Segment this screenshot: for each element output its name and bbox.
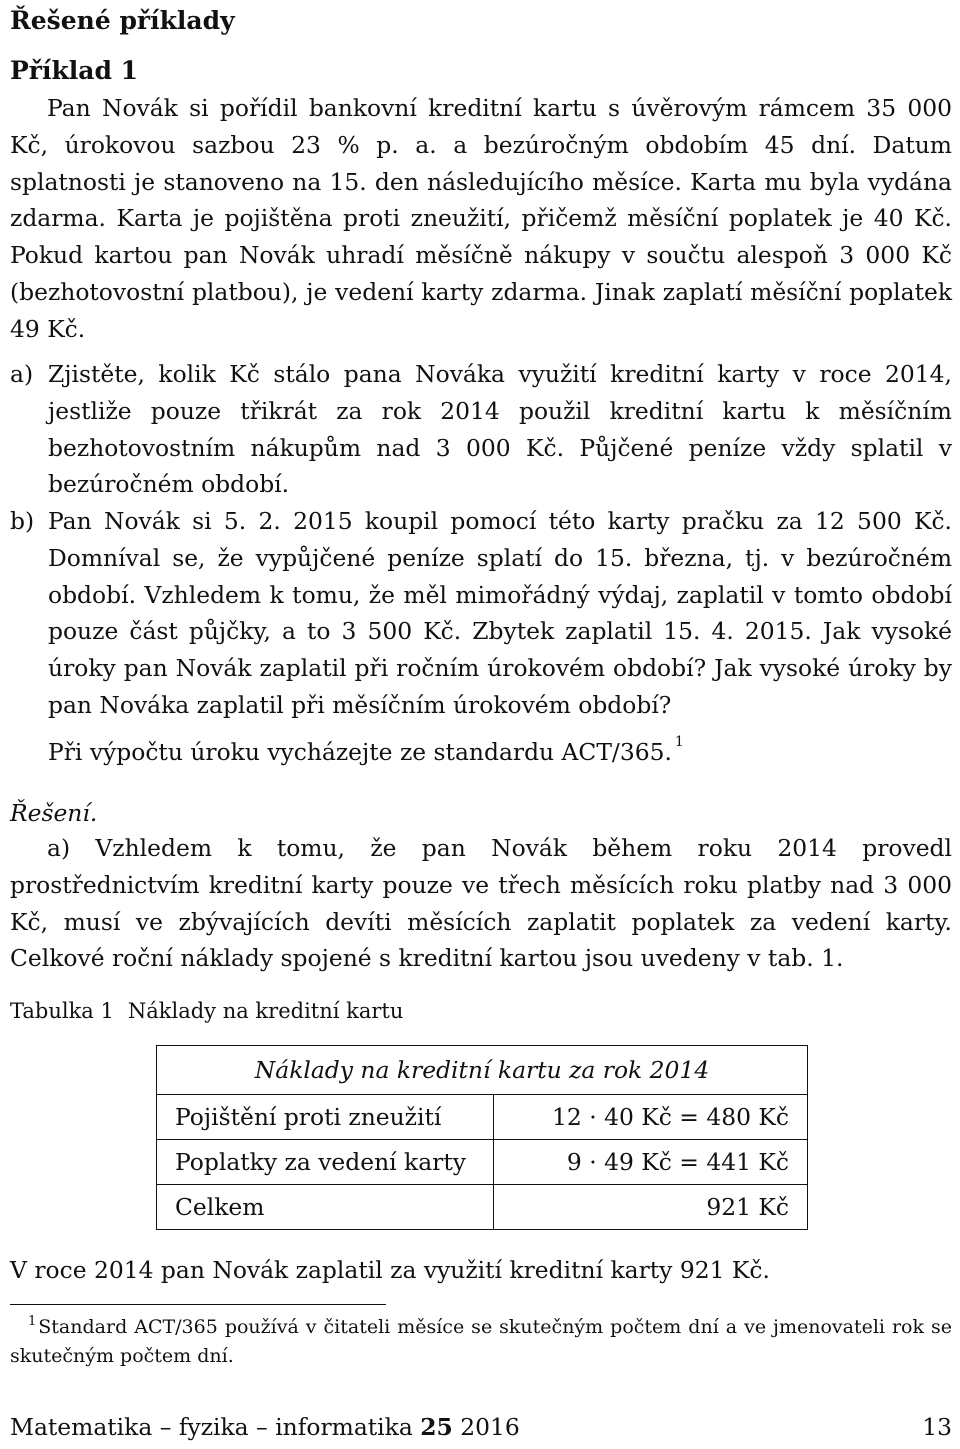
row-value: 12 · 40 Kč = 480 Kč [494, 1095, 808, 1140]
question-text: Pan Novák si 5. 2. 2015 koupil pomocí této karty pračku za 12 500 Kč. Domníval se, že vypůjčené peníze splatí do 15. března, tj. v bezúročném období. Vzhledem k tomu, že měl mimořádný výdaj, zaplatil v tomto období pouze část půjčky, a to 3 500 Kč. Zbytek zaplatil 15. 4. 2015. Jak vysoké úroky pan Novák zaplatil při ročním úrokovém období? Jak vysoké úroky by pan Nováka zaplatil při měsíčním úrokovém období? [48, 507, 952, 719]
footnote [10, 1313, 952, 1371]
table-row-total [157, 1185, 808, 1230]
calculation-note [48, 734, 952, 771]
row-value: 9 · 49 Kč = 441 Kč [494, 1140, 808, 1185]
example-title: Příklad 1 [10, 56, 139, 85]
row-label: Celkem [157, 1185, 494, 1230]
note-text: Při výpočtu úroku vycházejte ze standardu ACT/365. [48, 737, 672, 766]
row-label: Pojištění proti zneužití [157, 1095, 494, 1140]
question-text: Zjistěte, kolik Kč stálo pana Nováka využití kreditní karty v roce 2014, jestliže pouze třikrát za rok 2014 použil kreditní kartu k měsíčním bezhotovostním nákupům nad 3 000 Kč. Půjčené peníze vždy splatil v bezúročném období. [48, 360, 952, 499]
solution-text: a) Vzhledem k tomu, že pan Novák během roku 2014 provedl prostřednictvím kreditní karty pouze ve třech měsících roku platby nad 3 000 Kč, musí ve zbývajících devíti měsících zaplatit poplatek za vedení karty. Celkové roční náklady spojené s kreditní kartou jsou uvedeny v tab. 1. [10, 834, 952, 973]
row-label: Poplatky za vedení karty [157, 1140, 494, 1185]
table-row [157, 1095, 808, 1140]
journal-year: 2016 [460, 1413, 520, 1441]
question-marker: a) [10, 360, 34, 388]
table-row [157, 1140, 808, 1185]
question-a [10, 356, 952, 503]
table-caption-label: Tabulka 1 [10, 999, 114, 1023]
question-b [10, 503, 952, 771]
table-caption [10, 995, 403, 1027]
journal-title [10, 1410, 520, 1444]
summary-sentence: V roce 2014 pan Novák zaplatil za využití kreditní karty 921 Kč. [10, 1256, 770, 1284]
journal-issue: 25 [420, 1413, 453, 1441]
solution-label: Řešení. [10, 799, 98, 827]
row-value: 921 Kč [494, 1185, 808, 1230]
footnote-divider [10, 1304, 386, 1305]
question-marker: b) [10, 507, 35, 535]
section-title: Řešené příklady [10, 6, 235, 35]
journal-name: Matematika – fyzika – informatika [10, 1413, 413, 1441]
cost-table [156, 1045, 808, 1230]
table-header: Náklady na kreditní kartu za rok 2014 [157, 1046, 808, 1095]
table-header-row [157, 1046, 808, 1095]
page-number: 13 [922, 1413, 952, 1441]
footnote-mark: 1 [28, 1314, 37, 1329]
footnote-text: Standard ACT/365 používá v čitateli měsíce se skutečným počtem dní a ve jmenovateli rok se skutečným počtem dní. [10, 1316, 952, 1367]
table-caption-title: Náklady na kreditní kartu [127, 999, 404, 1023]
example-intro: Pan Novák si pořídil bankovní kreditní kartu s úvěrovým rámcem 35 000 Kč, úrokovou sazbou 23 % p. a. a bezúročným obdobím 45 dní. Datum splatnosti je stanoveno na 15. den následujícího měsíce. Karta mu byla vydána zdarma. Karta je pojištěna proti zneužití, přičemž měsíční poplatek je 40 Kč. Pokud kartou pan Novák uhradí měsíčně nákupy v součtu alespoň 3 000 Kč (bezhotovostní platbou), je vedení karty zdarma. Jinak zaplatí měsíční poplatek 49 Kč. [10, 94, 952, 343]
footnote-reference[interactable]: 1 [674, 733, 684, 750]
